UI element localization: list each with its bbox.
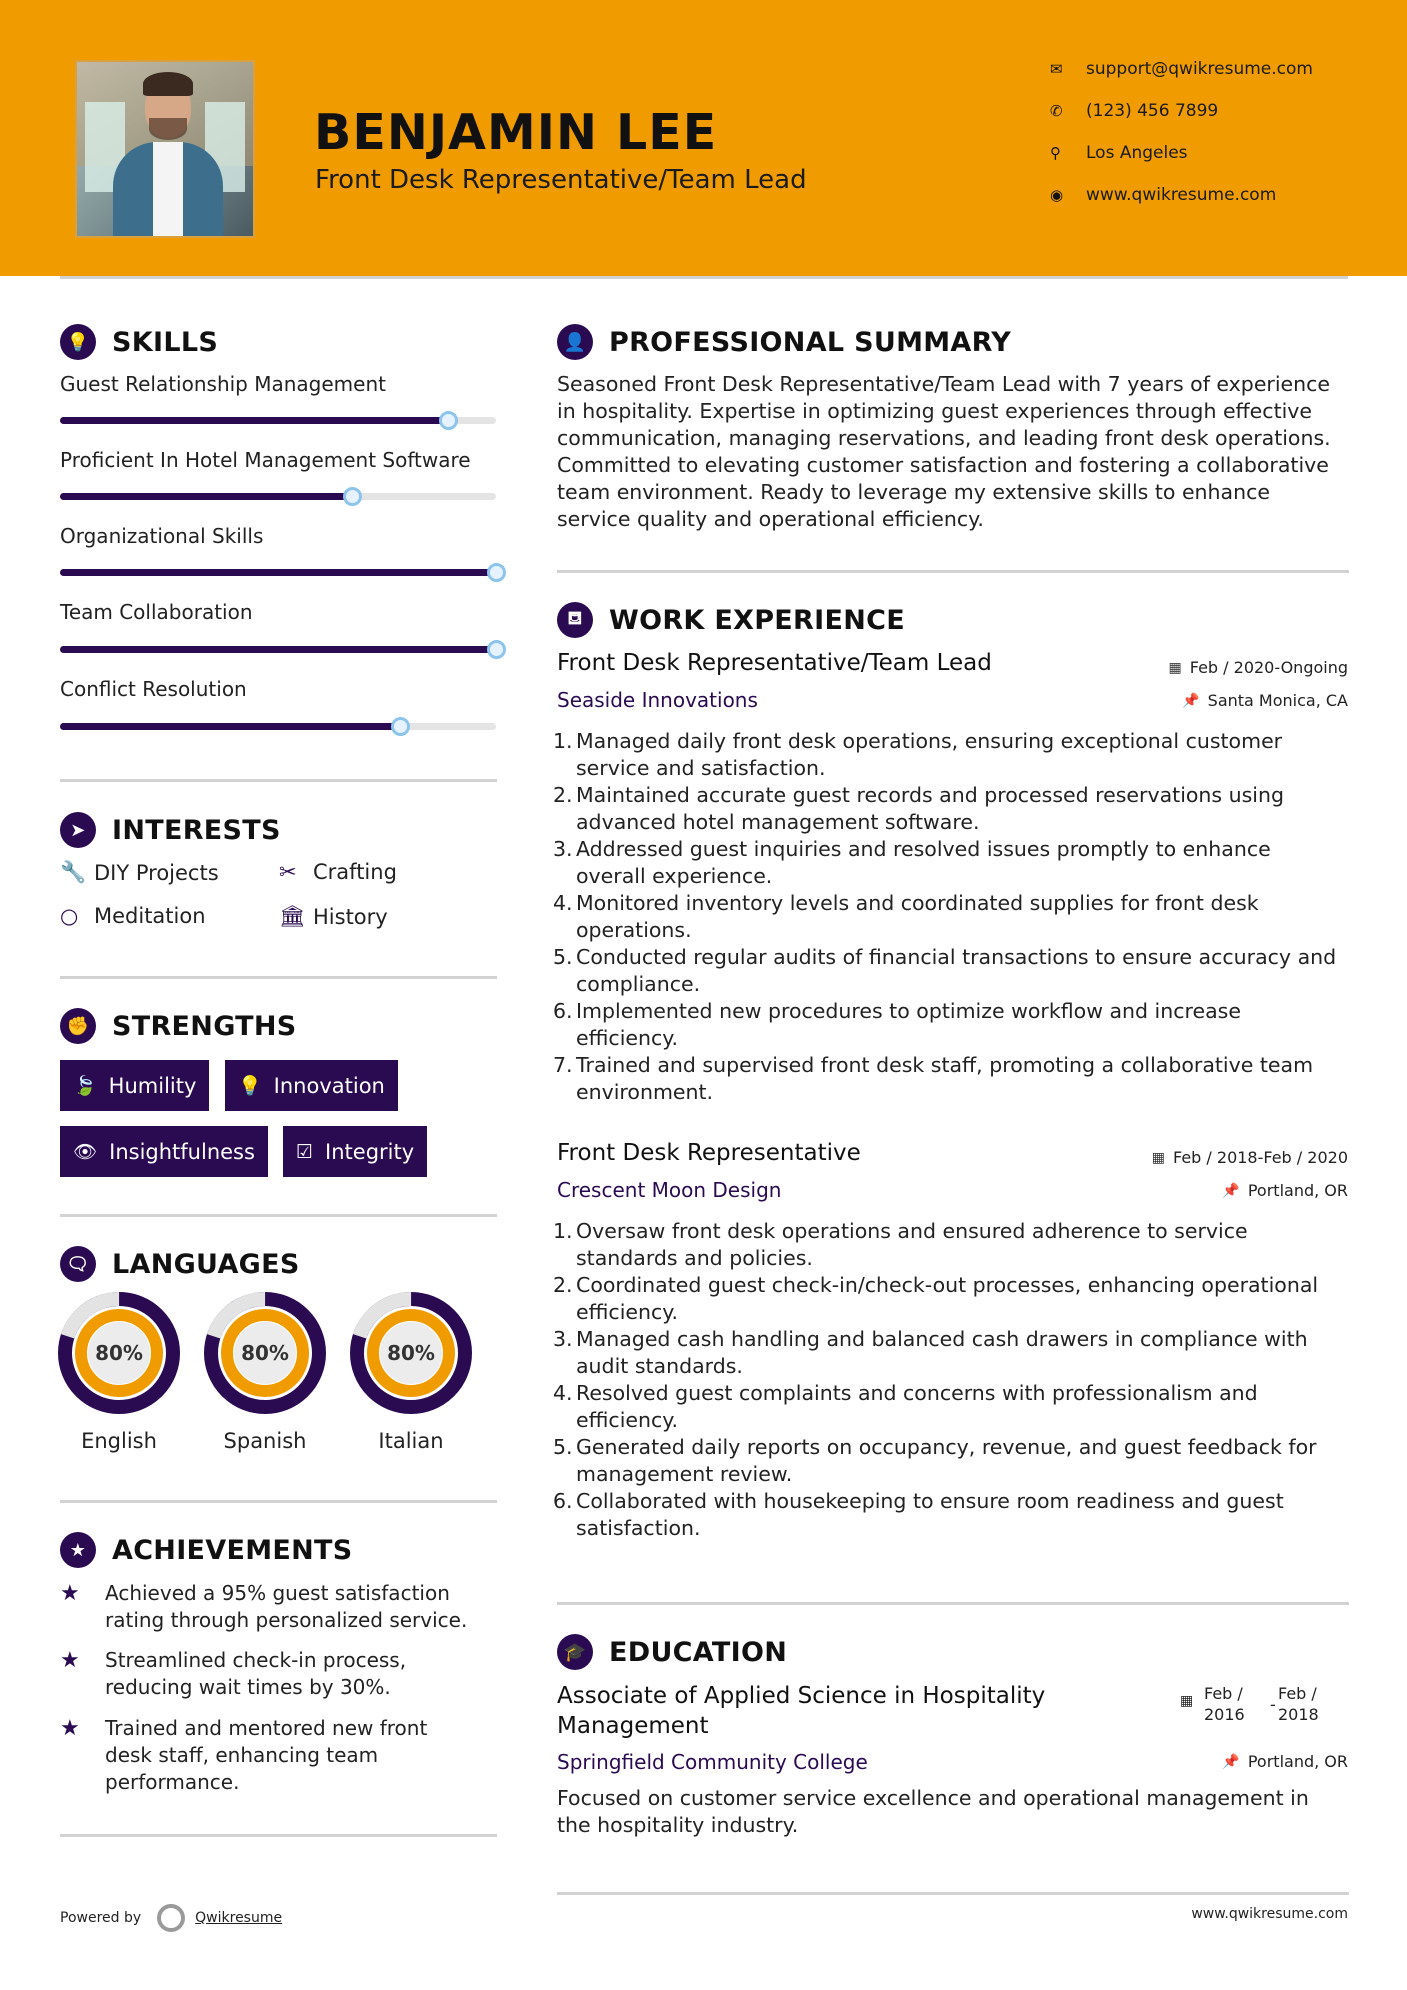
contact-website[interactable] — [1050, 183, 1370, 207]
achievement-item — [60, 1580, 500, 1634]
user-icon: 👤 — [557, 324, 593, 360]
skill-label: Organizational Skills — [60, 524, 264, 548]
section-divider — [60, 1500, 497, 1503]
job-title: Front Desk Representative — [557, 1140, 861, 1166]
section-divider — [60, 779, 497, 782]
duty-item: 5. Conducted regular audits of financial transactions to ensure accuracy and compliance. — [553, 945, 1337, 996]
shooting-star-icon: ★ — [60, 1581, 80, 1606]
achievement-item — [60, 1715, 500, 1796]
skill-bar — [60, 723, 496, 730]
job-duties — [553, 1218, 1352, 1542]
strengths-heading — [60, 1008, 297, 1044]
contact-website-text: www.qwikresume.com — [1086, 185, 1277, 205]
language-name: Italian — [378, 1429, 444, 1453]
footer-url[interactable]: www.qwikresume.com — [1191, 1906, 1348, 1922]
education-desc-line: Focused on customer service excellence and operational management in — [557, 1786, 1309, 1810]
section-divider — [60, 1834, 497, 1837]
summary-heading — [557, 324, 1011, 360]
section-divider — [557, 1602, 1349, 1605]
achievements-title: ACHIEVEMENTS — [112, 1534, 353, 1566]
brand-link[interactable]: Qwikresume — [195, 1910, 283, 1926]
language-ring — [58, 1292, 180, 1414]
eye-icon: 👁 — [73, 1141, 98, 1163]
language-percent: 80% — [387, 1341, 435, 1365]
skill-bar-knob — [343, 487, 362, 506]
interest-item — [279, 904, 388, 929]
achievement-item — [60, 1647, 500, 1701]
summary-title: PROFESSIONAL SUMMARY — [609, 326, 1012, 358]
section-divider — [60, 976, 497, 979]
interest-item — [279, 860, 397, 884]
candidate-role: Front Desk Representative/Team Lead — [315, 165, 807, 195]
skill-bar-knob — [487, 640, 506, 659]
duty-item: 4. Monitored inventory levels and coordinated supplies for front desk operations. — [553, 891, 1259, 942]
interest-item — [60, 860, 219, 885]
skills-title: SKILLS — [112, 326, 219, 358]
strength-label: Humility — [108, 1073, 197, 1098]
section-divider — [557, 1892, 1349, 1895]
duty-item: 4. Resolved guest complaints and concerns with professionalism and efficiency. — [553, 1381, 1258, 1432]
summary-line: team environment. Ready to leverage my extensive skills to enhance — [557, 480, 1270, 504]
duty-item: 3. Managed cash handling and balanced cash drawers in compliance with audit standards. — [553, 1327, 1308, 1378]
achievement-line: Achieved a 95% guest satisfaction — [105, 1581, 450, 1605]
paper-plane-icon: ➤ — [60, 812, 96, 848]
calendar-icon: ▦ — [1168, 659, 1182, 676]
job-location-text: Portland, OR — [1247, 1181, 1348, 1200]
skill-bar-knob — [439, 411, 458, 430]
strength-label: Integrity — [325, 1139, 415, 1164]
edu-date-end: Feb / 2018 — [1278, 1684, 1319, 1724]
language-percent: 80% — [241, 1341, 289, 1365]
interest-label: DIY Projects — [94, 860, 219, 885]
language-name: Spanish — [223, 1429, 307, 1453]
profile-photo — [75, 60, 255, 238]
lightbulb-icon: 💡 — [60, 324, 96, 360]
job-company: Crescent Moon Design — [557, 1178, 782, 1202]
strength-label: Insightfulness — [109, 1139, 255, 1164]
job-title: Front Desk Representative/Team Lead — [557, 650, 992, 676]
map-pin-icon: ⚲ — [1050, 144, 1061, 162]
fist-icon: ✊ — [60, 1008, 96, 1044]
pushpin-icon: 📌 — [1222, 1182, 1240, 1199]
degree-line: Associate of Applied Science in Hospitality — [557, 1683, 1046, 1709]
job-dates-text: Feb / 2020-Ongoing — [1189, 658, 1348, 677]
achievement-line: Streamlined check-in process, — [105, 1648, 407, 1672]
duty-item: 2. Maintained accurate guest records and processed reservations using advanced hotel management software. — [553, 783, 1285, 834]
achievements-heading — [60, 1532, 353, 1568]
calendar-icon: ▦ — [1180, 1693, 1194, 1709]
strengths-title: STRENGTHS — [112, 1010, 297, 1042]
museum-icon: 🏛 — [279, 904, 306, 928]
contact-email[interactable] — [1050, 57, 1370, 81]
envelope-icon: ✉ — [1050, 60, 1063, 78]
shooting-star-icon: ★ — [60, 1648, 80, 1673]
star-badge-icon: ★ — [60, 1532, 96, 1568]
globe-icon: ◉ — [1050, 186, 1064, 204]
job-location-text: Santa Monica, CA — [1207, 691, 1348, 710]
education-heading — [557, 1634, 787, 1670]
job-dates — [1152, 1148, 1348, 1167]
skill-label: Conflict Resolution — [60, 677, 247, 701]
school-name: Springfield Community College — [557, 1750, 868, 1774]
summary-line: in hospitality. Expertise in optimizing guest experiences through effective — [557, 399, 1313, 423]
circle-icon: ○ — [60, 904, 79, 928]
job-duties — [553, 728, 1352, 1106]
shooting-star-icon: ★ — [60, 1716, 80, 1741]
duty-item: 2. Coordinated guest check-in/check-out processes, enhancing operational efficiency. — [553, 1273, 1319, 1324]
section-divider — [60, 1214, 497, 1217]
leaf-icon: 🍃 — [73, 1075, 97, 1097]
qwikresume-logo-icon — [157, 1904, 185, 1932]
degree-line: Management — [557, 1713, 709, 1739]
language-ring — [350, 1292, 472, 1414]
pushpin-icon: 📌 — [1222, 1753, 1240, 1770]
lightbulb-icon: 💡 — [238, 1075, 262, 1097]
interests-title: INTERESTS — [112, 814, 281, 846]
strength-chip — [283, 1126, 427, 1177]
languages-heading — [60, 1246, 300, 1282]
summary-line: Committed to elevating customer satisfaction and fostering a collaborative — [557, 453, 1329, 477]
duty-item: 7. Trained and supervised front desk staff, promoting a collaborative team environment. — [553, 1053, 1314, 1104]
skill-bar-fill — [60, 723, 400, 730]
job-location — [1182, 691, 1348, 710]
duty-item: 1. Managed daily front desk operations, ensuring exceptional customer service and satisfaction. — [553, 729, 1283, 780]
education-desc-line: the hospitality industry. — [557, 1813, 799, 1837]
contact-location — [1050, 141, 1370, 165]
education-title: EDUCATION — [609, 1636, 788, 1668]
skill-label: Team Collaboration — [60, 600, 253, 624]
education-location-text: Portland, OR — [1247, 1752, 1348, 1771]
skill-bar — [60, 417, 496, 424]
header-divider — [60, 276, 1348, 279]
duty-item: 6. Implemented new procedures to optimize workflow and increase efficiency. — [553, 999, 1241, 1050]
chair-icon: ⛾ — [557, 602, 593, 638]
language-percent: 80% — [95, 1341, 143, 1365]
experience-title: WORK EXPERIENCE — [609, 604, 905, 636]
achievement-line: desk staff, enhancing team — [105, 1743, 379, 1767]
job-location — [1222, 1181, 1348, 1200]
achievement-line: Trained and mentored new front — [105, 1716, 428, 1740]
summary-line: service quality and operational efficiency. — [557, 507, 984, 531]
edu-date-sep: - — [1270, 1695, 1276, 1714]
contact-phone-text: (123) 456 7899 — [1086, 101, 1219, 121]
language-ring — [204, 1292, 326, 1414]
skills-heading — [60, 324, 218, 360]
section-divider — [557, 570, 1349, 573]
achievement-line: performance. — [105, 1770, 240, 1794]
skill-bar-fill — [60, 569, 496, 576]
skill-bar — [60, 569, 496, 576]
strength-chip — [225, 1060, 398, 1111]
summary-line: Seasoned Front Desk Representative/Team Lead with 7 years of experience — [557, 372, 1331, 396]
experience-heading — [557, 602, 905, 638]
summary-line: communication, managing reservations, and leading front desk operations. — [557, 426, 1331, 450]
powered-by-label: Powered by — [60, 1910, 142, 1926]
strength-label: Innovation — [273, 1073, 385, 1098]
skill-bar-knob — [487, 563, 506, 582]
pushpin-icon: 📌 — [1182, 692, 1200, 709]
job-dates — [1169, 658, 1348, 677]
resume-header — [0, 0, 1407, 276]
skill-label: Proficient In Hotel Management Software — [60, 448, 471, 472]
interest-label: History — [313, 904, 388, 929]
wrench-icon: 🔧 — [60, 860, 87, 884]
achievement-line: rating through personalized service. — [105, 1608, 468, 1632]
duty-item: 5. Generated daily reports on occupancy, revenue, and guest feedback for management review. — [553, 1435, 1317, 1486]
skill-label: Guest Relationship Management — [60, 372, 386, 396]
languages-title: LANGUAGES — [112, 1248, 300, 1280]
education-location — [1222, 1752, 1348, 1771]
checkbox-icon: ☑ — [296, 1140, 314, 1163]
language-card-icon: 🗨 — [60, 1246, 96, 1282]
summary-text — [557, 371, 1349, 533]
duty-item: 6. Collaborated with housekeeping to ensure room readiness and guest satisfaction. — [553, 1489, 1284, 1540]
skill-bar-fill — [60, 646, 496, 653]
interest-label: Crafting — [313, 860, 397, 884]
skill-bar-fill — [60, 417, 448, 424]
skill-bar — [60, 646, 496, 653]
powered-by — [60, 1904, 282, 1932]
graduation-icon: 🎓 — [557, 1634, 593, 1670]
phone-icon: ✆ — [1050, 102, 1063, 120]
calendar-icon: ▦ — [1151, 1149, 1165, 1166]
contact-email-text: support@qwikresume.com — [1086, 59, 1313, 79]
strength-chip — [60, 1060, 209, 1111]
skill-bar — [60, 493, 496, 500]
duty-item: 1. Oversaw front desk operations and ensured adherence to service standards and policies. — [553, 1219, 1248, 1270]
job-dates-text: Feb / 2018-Feb / 2020 — [1173, 1148, 1348, 1167]
education-dates — [1180, 1683, 1350, 1727]
contact-location-text: Los Angeles — [1086, 143, 1188, 163]
language-name: English — [81, 1429, 157, 1453]
interests-heading — [60, 812, 281, 848]
achievement-text — [105, 1715, 500, 1796]
achievement-text — [105, 1580, 500, 1634]
contact-phone[interactable] — [1050, 99, 1370, 123]
strength-chip — [60, 1126, 268, 1177]
job-company: Seaside Innovations — [557, 688, 758, 712]
education-description — [557, 1785, 1349, 1839]
scissors-icon: ✂ — [279, 860, 297, 884]
achievement-line: reducing wait times by 30%. — [105, 1675, 391, 1699]
achievement-text — [105, 1647, 500, 1701]
degree-title — [557, 1681, 1045, 1741]
candidate-name: BENJAMIN LEE — [314, 104, 718, 161]
interest-item — [60, 904, 206, 928]
edu-date-start: Feb / 2016 — [1204, 1684, 1245, 1724]
skill-bar-knob — [391, 717, 410, 736]
skill-bar-fill — [60, 493, 352, 500]
duty-item: 3. Addressed guest inquiries and resolved issues promptly to enhance overall experience. — [553, 837, 1271, 888]
interest-label: Meditation — [94, 904, 206, 928]
